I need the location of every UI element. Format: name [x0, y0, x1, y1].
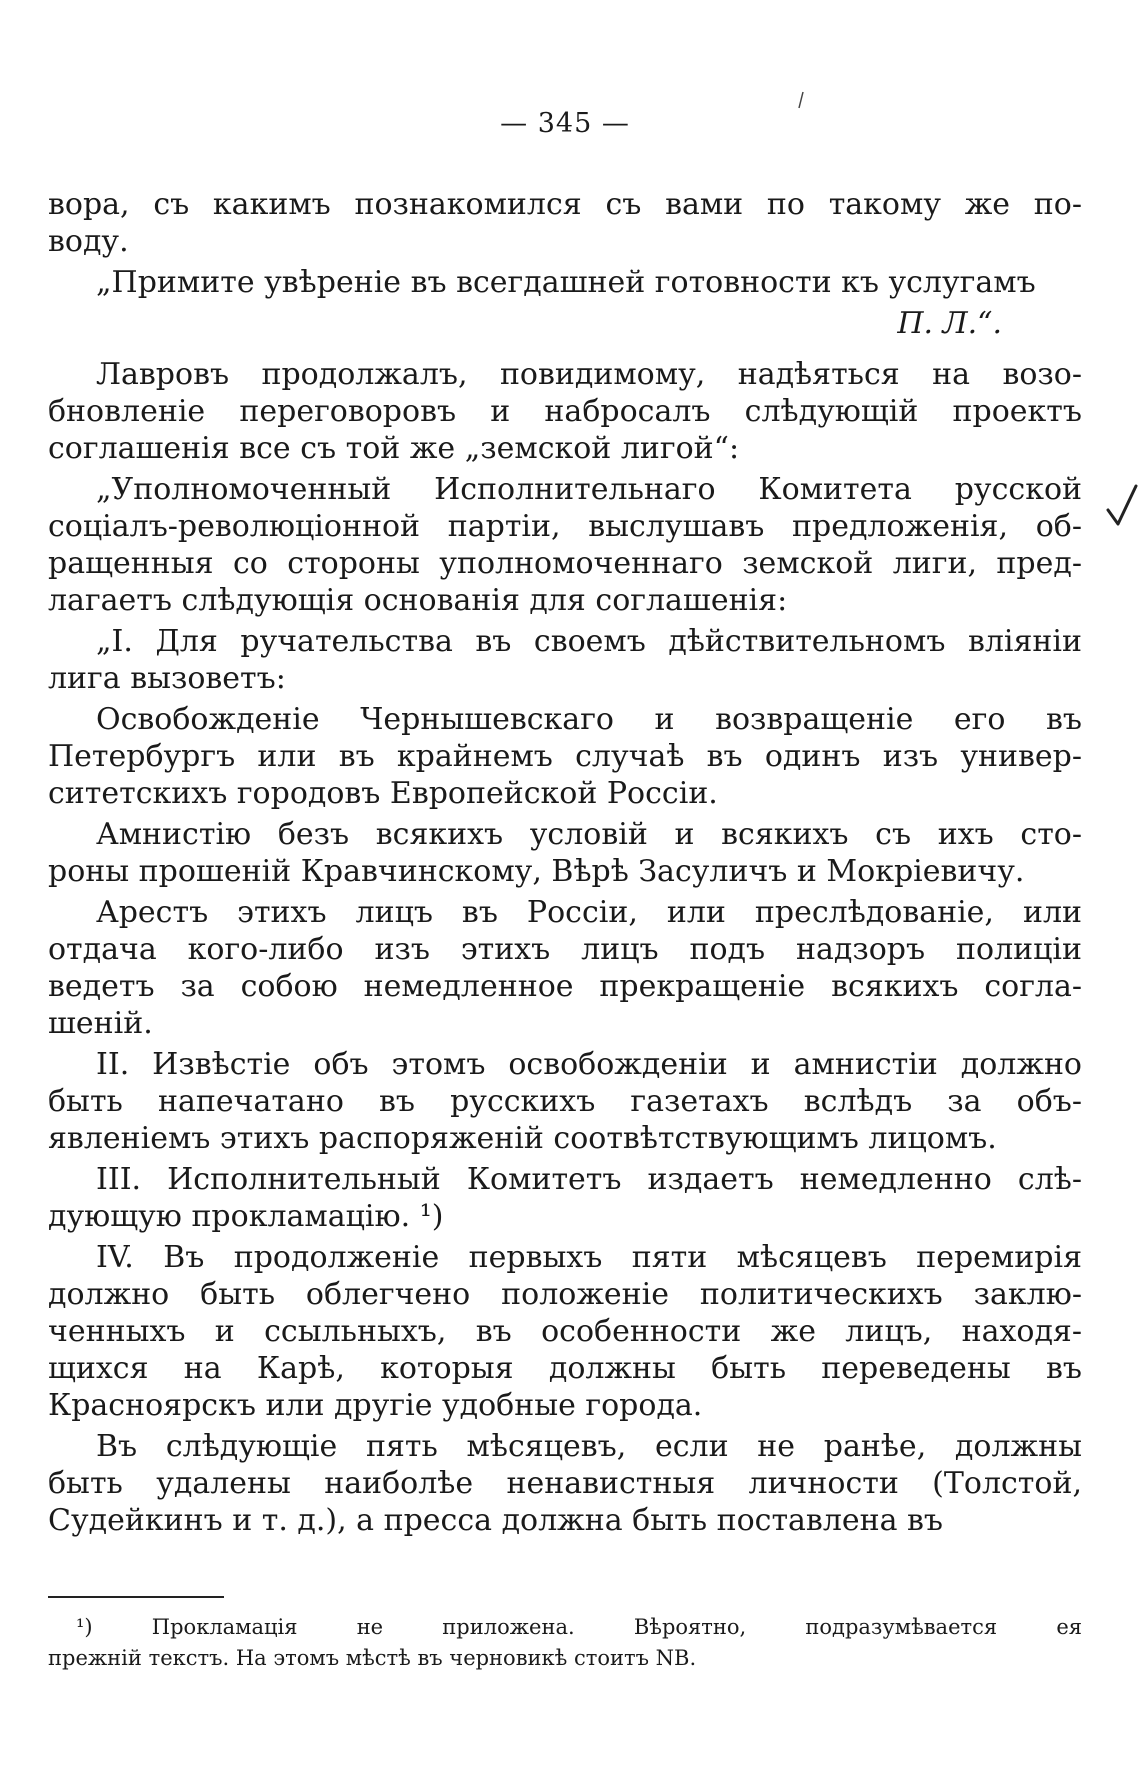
footnote-divider	[48, 1596, 224, 1598]
text-line: ращенныя со стороны уполномоченнаго земской лиги, пред-	[48, 546, 1082, 581]
text-line: IV. Въ продолженіе первыхъ пяти мѣсяцевъ перемирія	[96, 1240, 1082, 1275]
paragraph	[48, 701, 1082, 812]
text-line: „I. Для ручательства въ своемъ дѣйствительномъ вліяніи	[96, 624, 1082, 659]
main-text	[48, 186, 1082, 1543]
text-line: Судейкинъ и т. д.), а пресса должна быть поставлена въ	[48, 1503, 944, 1538]
text-line: лагаетъ слѣдующія основанія для соглашенія:	[48, 583, 788, 618]
text-line: Лавровъ продолжалъ, повидимому, надѣяться на возо-	[96, 357, 1082, 392]
text-line: дующую прокламацію. ¹)	[48, 1199, 444, 1234]
pencil-mark-icon	[796, 90, 806, 110]
text-line: бновленіе переговоровъ и набросалъ слѣдующій проектъ	[48, 394, 1082, 429]
text-line: Красноярскъ или другіе удобные города.	[48, 1388, 703, 1423]
text-line: отдача кого-либо изъ этихъ лицъ подъ надзоръ полиціи	[48, 932, 1082, 967]
paragraph	[48, 816, 1082, 890]
text-line: III. Исполнительный Комитетъ издаетъ немедленно слѣ-	[96, 1162, 1082, 1197]
paragraph	[48, 1428, 1082, 1539]
text-line: ченныхъ и ссыльныхъ, въ особенности же лицъ, находя-	[48, 1314, 1082, 1349]
text-line: соглашенія все съ той же „земской лигой“:	[48, 431, 740, 466]
text-line: ведетъ за собою немедленное прекращеніе всякихъ согла-	[48, 969, 1082, 1004]
text-line: Амнистію безъ всякихъ условій и всякихъ съ ихъ сто-	[96, 817, 1082, 852]
text-line: Арестъ этихъ лицъ въ Россіи, или преслѣдованіе, или	[96, 895, 1082, 930]
text-line: Петербургъ или въ крайнемъ случаѣ въ одинъ изъ универ-	[48, 739, 1082, 774]
signature: П. Л.“.	[897, 306, 1002, 341]
text-line: явленіемъ этихъ распоряженій соотвѣтствующимъ лицомъ.	[48, 1121, 997, 1156]
text-line: лига вызоветъ:	[48, 661, 286, 696]
paragraph	[48, 356, 1082, 467]
text-line: роны прошеній Кравчинскому, Вѣрѣ Засуличъ и Мокріевичу.	[48, 854, 1025, 889]
text-line: „Примите увѣреніе въ всегдашней готовности къ услугамъ	[96, 265, 1036, 300]
text-line: Въ слѣдующіе пять мѣсяцевъ, если не ранѣе, должны	[96, 1429, 1082, 1464]
paragraph	[48, 264, 1082, 301]
paragraph	[48, 471, 1082, 619]
text-line: „Уполномоченный Исполнительнаго Комитета русской	[96, 472, 1082, 507]
book-page	[48, 0, 1082, 1786]
paragraph	[48, 1239, 1082, 1424]
text-line: щихся на Карѣ, которыя должны быть переведены въ	[48, 1351, 1082, 1386]
text-line: быть удалены наиболѣе ненавистныя личности (Толстой,	[48, 1466, 1082, 1501]
paragraph	[48, 623, 1082, 697]
footnote-line: прежній текстъ. На этомъ мѣстѣ въ черновикѣ стоитъ NB.	[48, 1646, 697, 1670]
text-line: Освобожденіе Чернышевскаго и возвращеніе его въ	[96, 702, 1082, 737]
paragraph	[48, 894, 1082, 1042]
text-line: быть напечатано въ русскихъ газетахъ вслѣдъ за объ-	[48, 1084, 1082, 1119]
text-line: должно быть облегчено положеніе политическихъ заклю-	[48, 1277, 1082, 1312]
footnotes	[48, 1612, 1082, 1674]
paragraph	[48, 1046, 1082, 1157]
paragraph	[48, 1161, 1082, 1235]
checkmark-icon	[1104, 480, 1140, 540]
paragraph	[48, 186, 1082, 260]
footnote-line: ¹) Прокламація не приложена. Вѣроятно, подразумѣвается ея	[76, 1615, 1082, 1639]
text-line: ситетскихъ городовъ Европейской Россіи.	[48, 776, 718, 811]
page-number: — 345 —	[500, 108, 630, 139]
text-line: шеній.	[48, 1006, 153, 1041]
text-line: II. Извѣстіе объ этомъ освобожденіи и амнистіи должно	[96, 1047, 1082, 1082]
text-line: воду.	[48, 224, 129, 259]
text-line: соціалъ-революціонной партіи, выслушавъ предложенія, об-	[48, 509, 1082, 544]
text-line: вора, съ какимъ познакомился съ вами по такому же по-	[48, 187, 1082, 222]
